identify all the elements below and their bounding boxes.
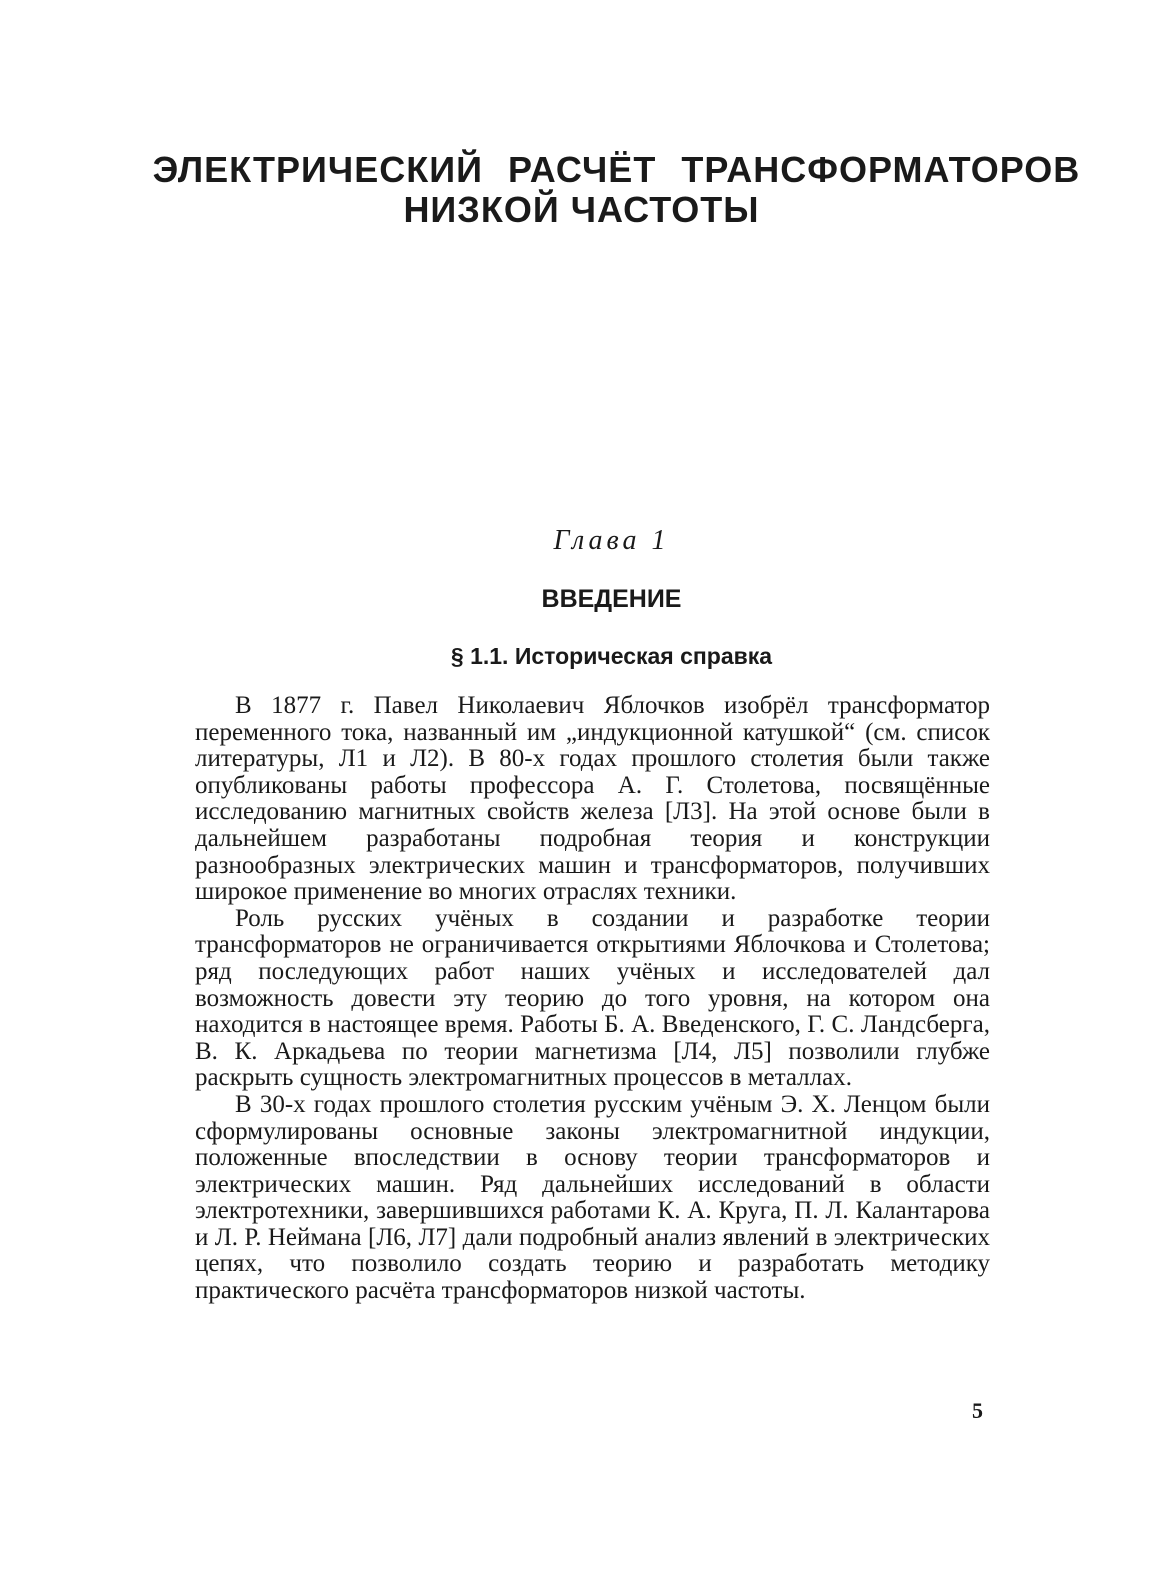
book-title-line-2: НИЗКОЙ ЧАСТОТЫ [403,189,760,230]
section-title: § 1.1. Историческая справка [450,643,773,669]
paragraph: В 30-х годах прошлого столетия русским учёным Э. Х. Ленцом были сформулированы основные законы электромагнитной индукции, положенные впоследствии в основу теории трансформаторов и электрических машин. Ряд дальнейших исследований в области электротехники, завершившихся работами К. А. Круга, П. Л. Калантарова и Л. Р. Неймана [Л6, Л7] дали подробный анализ явлений в электрических цепях, что позволило создать теорию и разработать методику практического расчёта трансформаторов низкой частоты. [195,1090,990,1305]
paragraph: Роль русских учёных в создании и разработке теории трансформаторов не ограничивается открытиями Яблочкова и Столетова; ряд последующих работ наших учёных и исследователей дал возможность довести эту теорию до того уровня, на котором она находится в настоящее время. Работы Б. А. Введенского, Г. С. Ландсберга, В. К. Аркадьева по теории магнетизма [Л4, Л5] позволили глубже раскрыть сущность электромагнитных процессов в металлах. [195,904,990,1092]
body-text [195,693,990,1305]
paragraph: В 1877 г. Павел Николаевич Яблочков изобрёл трансформатор переменного тока, названный им „индукционной катушкой“ (см. список литературы, Л1 и Л2). В 80-х годах прошлого столетия были также опубликованы работы профессора А. Г. Столетова, посвящённые исследованию магнитных свойств железа [Л3]. На этой основе были в дальнейшем разработаны подробная теория и конструкции разнообразных электрических машин и трансформаторов, получивших широкое применение во многих отраслях техники. [195,692,990,906]
page-number: 5 [972,1398,983,1423]
book-title [0,150,1163,230]
chapter-label: Глава 1 [553,525,670,556]
book-title-line-1: ЭЛЕКТРИЧЕСКИЙ РАСЧЁТ ТРАНСФОРМАТОРОВ [152,149,1081,190]
chapter-title: ВВЕДЕНИЕ [541,585,682,613]
